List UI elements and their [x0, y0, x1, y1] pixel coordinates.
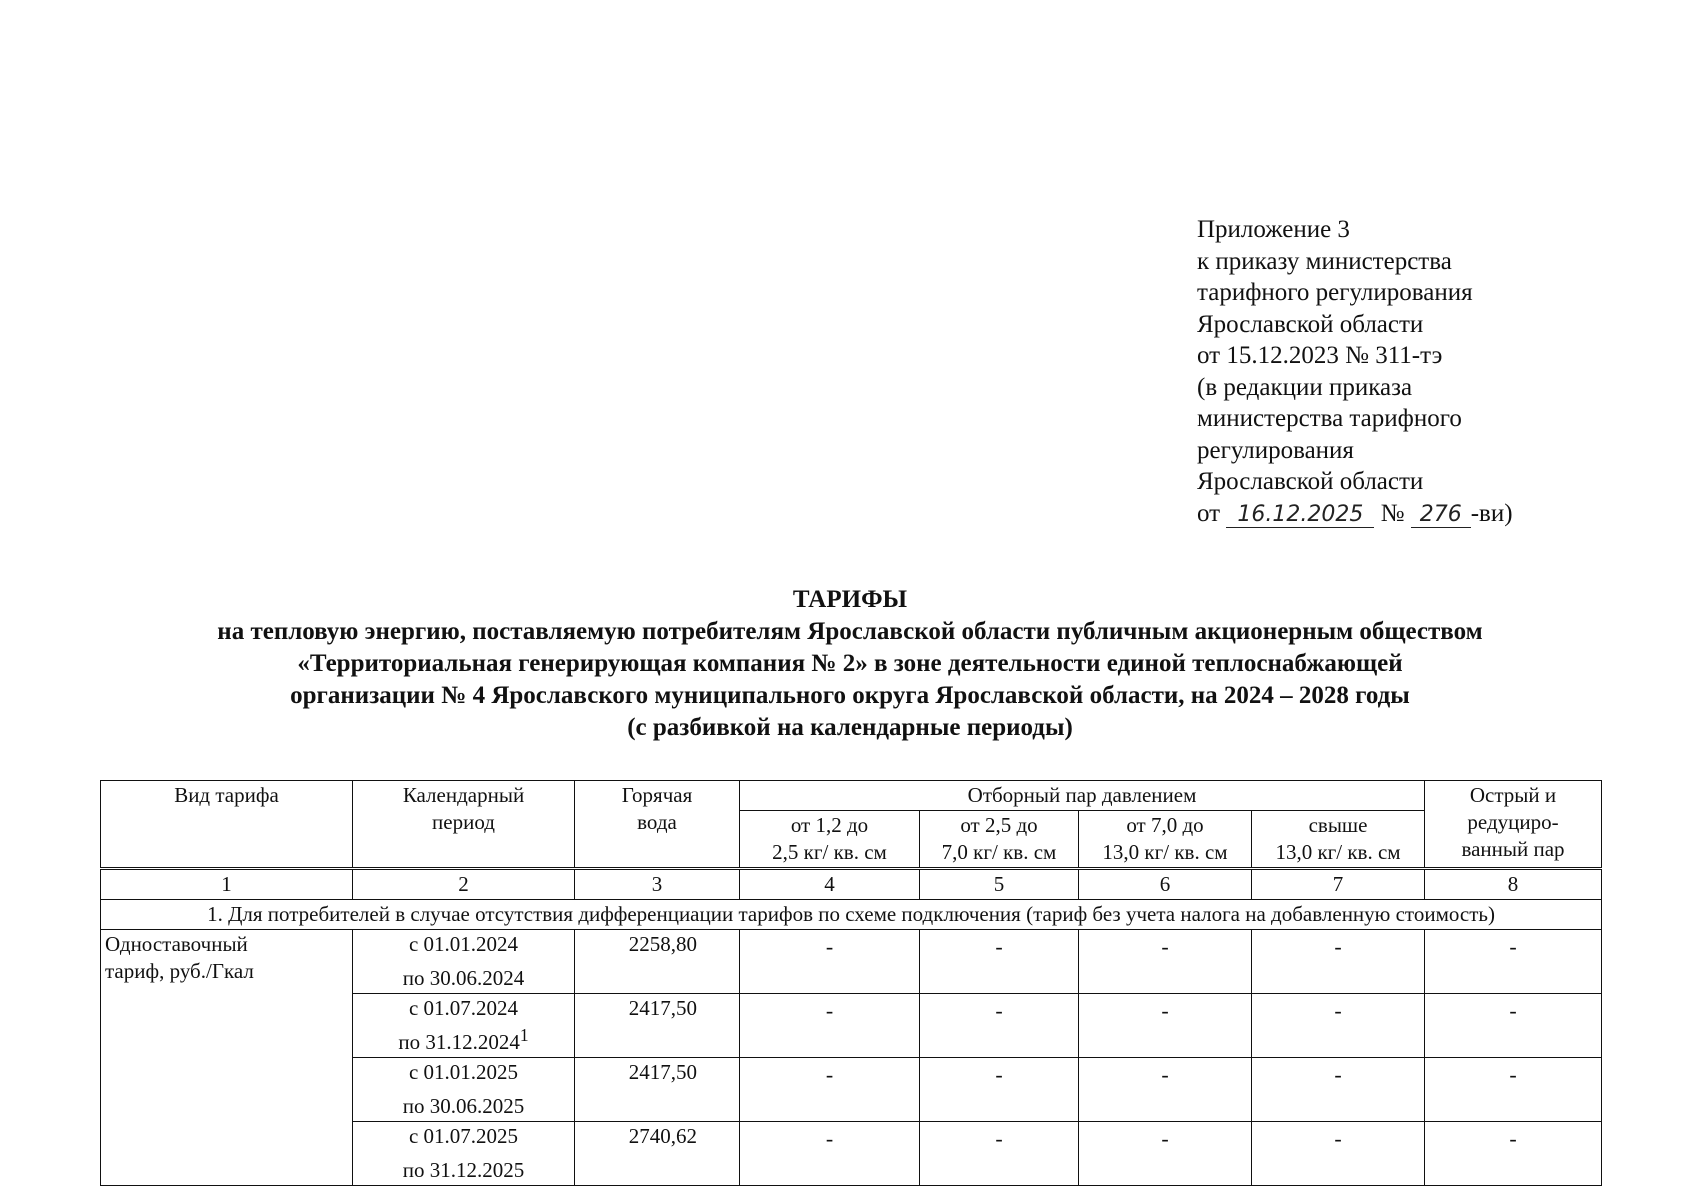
header-pressure-2: от 2,5 до 7,0 кг/ кв. см [920, 811, 1079, 869]
appendix-line: Ярославской области [1197, 468, 1424, 495]
hot-water-cell: 2740,62 [575, 1122, 740, 1186]
appendix-line: тарифного регулирования [1197, 279, 1473, 306]
appendix-line: (в редакции приказа [1197, 373, 1413, 401]
pressure-1-cell: - [740, 994, 920, 1058]
pressure-3-cell: - [1079, 994, 1252, 1058]
column-number: 3 [575, 869, 740, 900]
table-row [101, 930, 1602, 994]
pressure-4-cell: - [1252, 1122, 1425, 1186]
document-title [100, 584, 1600, 744]
header-period: Календарный период [353, 781, 575, 869]
header-pressure-4: свыше 13,0 кг/ кв. см [1252, 811, 1425, 869]
title-line: (с разбивкой на календарные периоды) [627, 714, 1073, 741]
appendix-line: Ярославской области [1197, 310, 1424, 338]
period-cell: с 01.01.2025 по 30.06.2025 [353, 1058, 575, 1122]
footnote-marker: 1 [519, 1025, 529, 1045]
column-number: 8 [1425, 869, 1602, 900]
pressure-2-cell: - [920, 1122, 1079, 1186]
period-cell: с 01.07.2025 по 31.12.2025 [353, 1122, 575, 1186]
title-line: на тепловую энергию, поставляемую потребителям Ярославской области публичным акционерным обществом [217, 618, 1483, 645]
pressure-3-cell: - [1079, 1122, 1252, 1186]
order-suffix: -ви) [1470, 499, 1513, 527]
header-steam-group: Отборный пар давлением [740, 781, 1425, 811]
header-pressure-3: от 7,0 до 13,0 кг/ кв. см [1079, 811, 1252, 869]
header-pressure-1: от 1,2 до 2,5 кг/ кв. см [740, 811, 920, 869]
appendix-line: Приложение 3 [1197, 216, 1350, 243]
column-number: 1 [101, 869, 353, 900]
appendix-order-line [1197, 498, 1513, 530]
pressure-4-cell: - [1252, 1058, 1425, 1122]
appendix-block [1197, 214, 1513, 529]
appendix-line: министерства тарифного [1197, 405, 1462, 432]
tariff-name-cell: Одноставочный тариф, руб./Гкал [101, 930, 353, 1186]
sharp-steam-cell: - [1425, 1122, 1602, 1186]
pressure-1-cell: - [740, 1122, 920, 1186]
header-hot-water: Горячая вода [575, 781, 740, 869]
header-row [101, 781, 1602, 811]
column-number: 7 [1252, 869, 1425, 900]
tariff-table [100, 780, 1602, 1186]
appendix-line: к приказу министерства [1197, 247, 1452, 275]
period-cell: с 01.07.2024 по 31.12.2024$^1$ [353, 994, 575, 1058]
pressure-1-cell: - [740, 930, 920, 994]
pressure-1-cell: - [740, 1058, 920, 1122]
header-tariff-type: Вид тарифа [101, 781, 353, 869]
title-heading: ТАРИФЫ [792, 586, 908, 613]
hot-water-cell: 2258,80 [575, 930, 740, 994]
appendix-line: от 15.12.2023 № 311-тэ [1197, 342, 1443, 369]
title-line: «Территориальная генерирующая компания № 2» в зоне деятельности единой теплоснабжающей [297, 650, 1403, 677]
order-prefix: от [1197, 499, 1221, 527]
handwritten-number: 276 [1411, 503, 1471, 528]
column-number: 2 [353, 869, 575, 900]
section-title: 1. Для потребителей в случае отсутствия дифференциации тарифов по схеме подключения (тариф без учета налога на добавленную стоимость) [101, 900, 1602, 930]
column-number: 6 [1079, 869, 1252, 900]
pressure-4-cell: - [1252, 994, 1425, 1058]
number-sign: № [1380, 499, 1405, 527]
column-number: 5 [920, 869, 1079, 900]
pressure-2-cell: - [920, 930, 1079, 994]
sharp-steam-cell: - [1425, 1058, 1602, 1122]
column-number-row [101, 869, 1602, 900]
pressure-3-cell: - [1079, 1058, 1252, 1122]
hot-water-cell: 2417,50 [575, 994, 740, 1058]
period-cell: с 01.01.2024 по 30.06.2024 [353, 930, 575, 994]
title-line: организации № 4 Ярославского муниципального округа Ярославской области, на 2024 – 2028 годы [290, 682, 1410, 709]
column-number: 4 [740, 869, 920, 900]
handwritten-date: 16.12.2025 [1226, 503, 1374, 528]
sharp-steam-cell: - [1425, 994, 1602, 1058]
pressure-2-cell: - [920, 994, 1079, 1058]
appendix-line: регулирования [1197, 436, 1354, 464]
pressure-4-cell: - [1252, 930, 1425, 994]
hot-water-cell: 2417,50 [575, 1058, 740, 1122]
pressure-2-cell: - [920, 1058, 1079, 1122]
sharp-steam-cell: - [1425, 930, 1602, 994]
pressure-3-cell: - [1079, 930, 1252, 994]
header-sharp-steam: Острый и редуциро- ванный пар [1425, 781, 1602, 869]
section-row [101, 900, 1602, 930]
